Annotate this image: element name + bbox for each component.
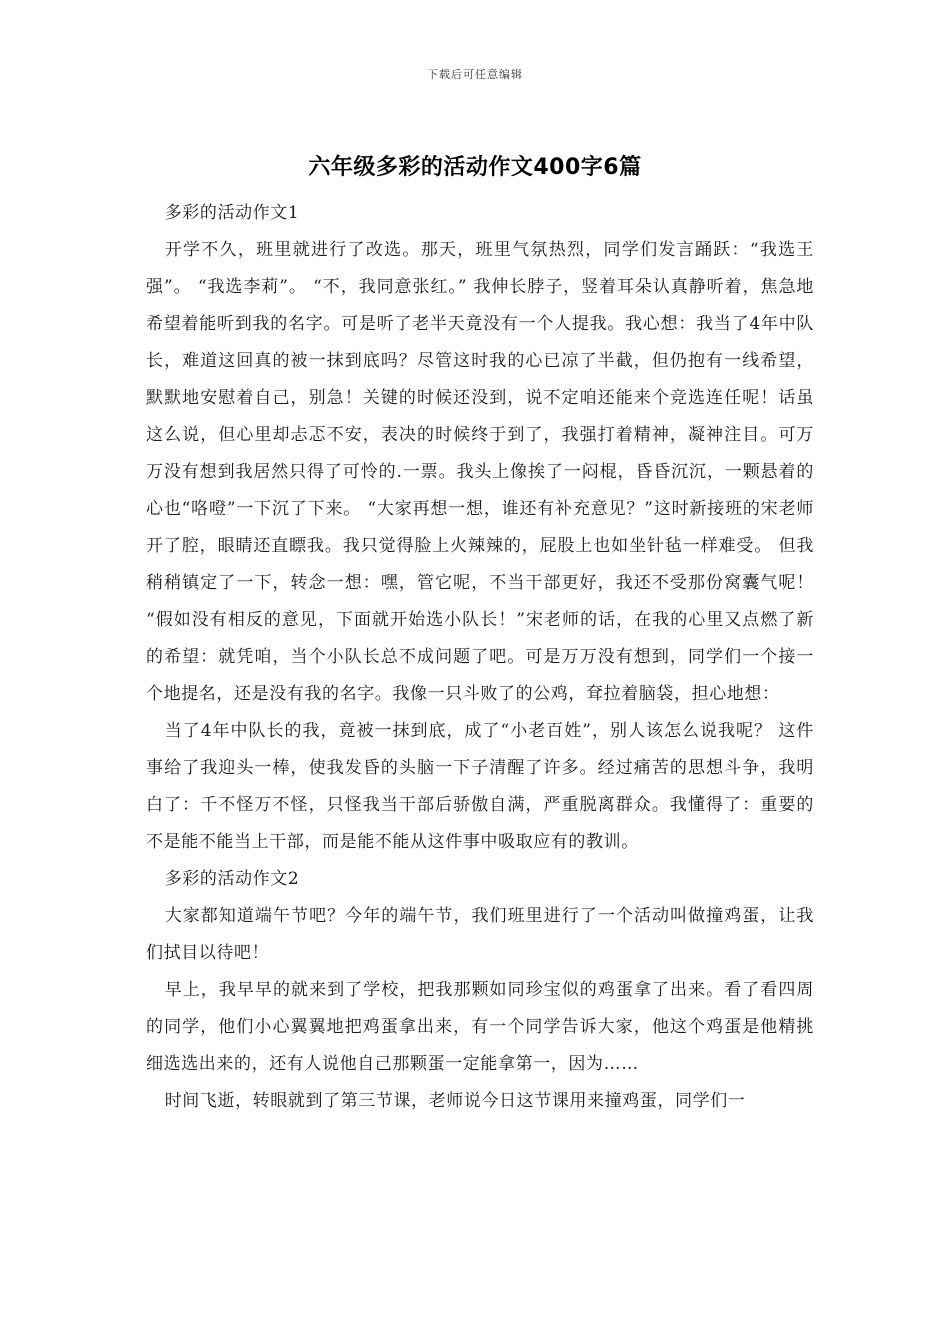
section-heading-2: 多彩的活动作文2 <box>164 869 300 889</box>
paragraph: 开学不久，班里就进行了改选。那天，班里气氛热烈，同学们发言踊跃：“我选王强”。 “我选李莉”。 “不，我同意张红。” 我伸长脖子，竖着耳朵认真静听着，焦急地希望着能听到我的名字。可是听了老半天竟没有一个人提我。我心想：我当了4年中队长，难道这回真的被一抹到底吗？尽管这时我的心已凉了半截，但仍抱有一线希望，默默地安慰着自己，别急！关键的时候还没到，说不定咱还能来个竞选连任呢！话虽这么说，但心里却忐忑不安，表决的时候终于到了，我强打着精神，凝神注目。可万万没有想到我居然只得了可怜的.一票。我头上像挨了一闷棍，昏昏沉沉，一颗悬着的心也“咯噔”一下沉了下来。 “大家再想一想，谁还有补充意见？”这时新接班的宋老师开了腔，眼睛还直瞟我。我只觉得脸上火辣辣的，屁股上也如坐针毡一样难受。 但我稍稍镇定了一下，转念一想：嘿，管它呢，不当干部更好，我还不受那份窝囊气呢！ “假如没有相反的意见，下面就开始选小队长！”宋老师的话，在我的心里又点燃了新的希望：就凭咱，当个小队长总不成问题了吧。可是万万没有想到，同学们一个接一个地提名，还是没有我的名字。我像一只斗败了的公鸡，耷拉着脑袋，担心地想： <box>146 240 814 704</box>
section-heading-1: 多彩的活动作文1 <box>164 203 300 223</box>
header-note: 下载后可任意编辑 <box>427 68 523 81</box>
paragraph: 早上，我早早的就来到了学校，把我那颗如同珍宝似的鸡蛋拿了出来。看了看四周的同学，他们小心翼翼地把鸡蛋拿出来，有一个同学告诉大家，他这个鸡蛋是他精挑细选选出来的，还有人说他自己那颗蛋一定能拿第一，因为…… <box>146 980 814 1074</box>
paragraph: 当了4年中队长的我，竟被一抹到底，成了“小老百姓”，别人该怎么说我呢？ 这件事给了我迎头一棒，使我发昏的头脑一下子清醒了许多。经过痛苦的思想斗争，我明白了：千不怪万不怪，只怪我当干部后骄傲自满，严重脱离群众。我懂得了：重要的不是能不能当上干部，而是能不能从这件事中吸取应有的教训。 <box>146 721 814 852</box>
document-body <box>146 195 814 1120</box>
paragraph: 大家都知道端午节吧？今年的端午节，我们班里进行了一个活动叫做撞鸡蛋，让我们拭目以待吧！ <box>146 906 814 963</box>
paragraph: 时间飞逝，转眼就到了第三节课，老师说今日这节课用来撞鸡蛋，同学们一 <box>164 1091 746 1111</box>
document-title: 六年级多彩的活动作文400字6篇 <box>308 155 642 180</box>
